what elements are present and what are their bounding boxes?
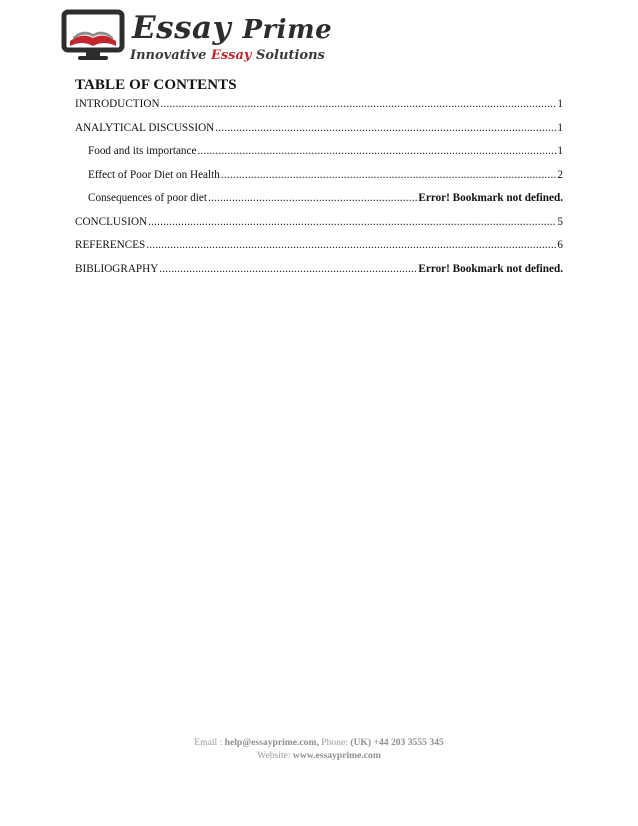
page-footer: [0, 736, 638, 762]
footer-contact-line: [0, 736, 638, 749]
toc-entry-poor-diet-consequences[interactable]: [75, 192, 563, 216]
toc-entry-label: CONCLUSION: [75, 215, 148, 228]
toc-entry-label: INTRODUCTION: [75, 98, 160, 110]
footer-phone-label: Phone:: [318, 737, 351, 748]
toc-entry-bibliography[interactable]: [75, 263, 563, 287]
toc-dot-leader: [221, 169, 557, 181]
toc-entry-poor-diet-effect[interactable]: [75, 169, 563, 193]
toc-dot-leader: [208, 192, 417, 204]
toc-dot-leader: [148, 216, 556, 228]
toc-entry-analytical-discussion[interactable]: [75, 122, 563, 146]
essay-prime-logo: [58, 8, 333, 66]
logo-title-prime: Prime: [242, 15, 333, 45]
toc-entry-label: REFERENCES: [75, 239, 146, 251]
toc-entry-label: ANALYTICAL DISCUSSION: [75, 121, 215, 134]
toc-dot-leader: [215, 122, 556, 134]
footer-website-link[interactable]: www.essayprime.com: [292, 750, 381, 761]
toc-entry-page: 1: [557, 98, 563, 110]
toc-entry-page: 1: [557, 145, 563, 157]
toc-entry-page: 2: [557, 168, 563, 181]
logo-title-essay: Essay: [132, 10, 232, 46]
toc-dot-leader: [161, 98, 557, 110]
toc-entry-page: 5: [557, 215, 563, 228]
toc-entry-label: Food and its importance: [88, 145, 197, 157]
logo-title: [132, 10, 332, 46]
toc-entry-label: Consequences of poor diet: [88, 192, 207, 204]
toc-entry-references[interactable]: [75, 239, 563, 263]
toc-entry-page-error: Error! Bookmark not defined.: [418, 192, 563, 204]
footer-phone: (UK) +44 203 3555 345: [350, 737, 444, 748]
toc-entry-food-importance[interactable]: [75, 145, 563, 169]
footer-website-line: [0, 749, 638, 762]
toc-dot-leader: [197, 145, 556, 157]
footer-website-label: Website:: [257, 750, 293, 761]
toc-entry-page: 1: [557, 121, 563, 134]
footer-email-label: Email :: [194, 737, 225, 748]
toc-entry-label: Effect of Poor Diet on Health: [88, 168, 220, 181]
toc-dot-leader: [159, 263, 417, 275]
tagline-solutions: Solutions: [256, 48, 325, 63]
footer-email-link[interactable]: help@essayprime.com,: [224, 737, 319, 748]
tagline-innovative: Innovative: [130, 48, 207, 63]
toc-entry-page: 6: [557, 239, 563, 251]
toc-entry-introduction[interactable]: [75, 98, 563, 122]
toc-heading: TABLE OF CONTENTS: [75, 77, 237, 93]
monitor-book-icon: [58, 8, 128, 64]
toc-dot-leader: [146, 239, 556, 251]
toc-entry-page-error: Error! Bookmark not defined.: [418, 262, 563, 275]
toc-entry-label: BIBLIOGRAPHY: [75, 262, 159, 275]
logo-tagline: [130, 48, 325, 63]
tagline-essay: Essay: [210, 48, 252, 63]
table-of-contents: [75, 98, 563, 286]
toc-entry-conclusion[interactable]: [75, 216, 563, 240]
